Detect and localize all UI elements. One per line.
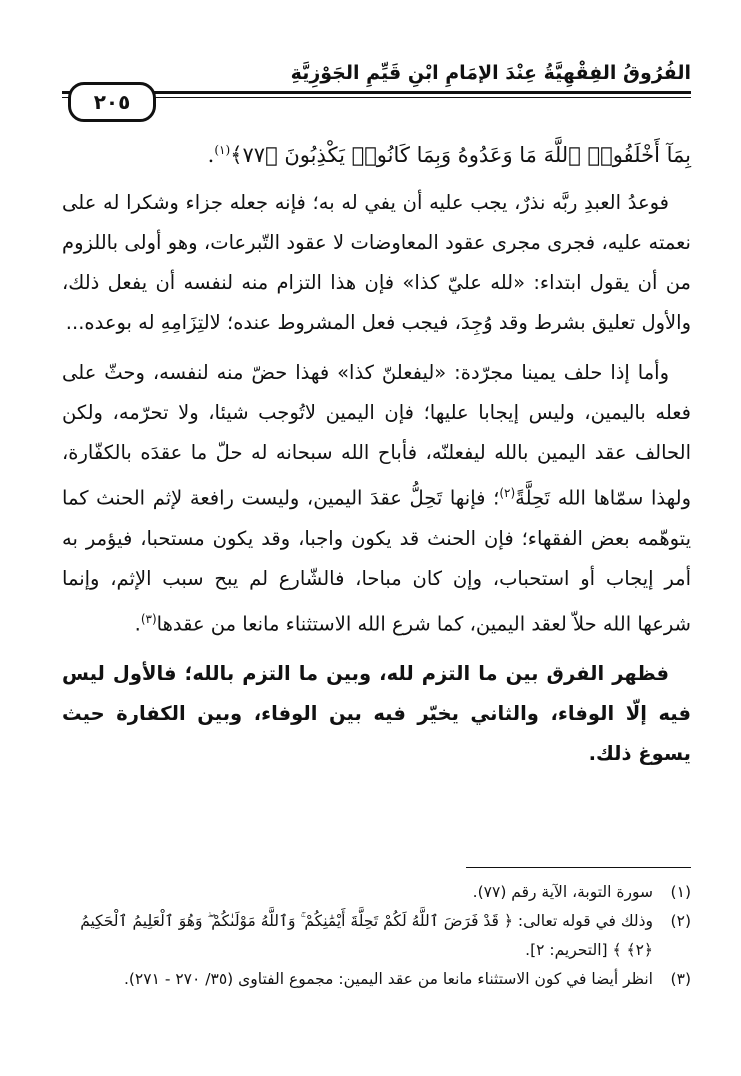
page-number: ٢٠٥ xyxy=(93,90,131,114)
running-title: الفُرُوقُ الفِقْهِيَّةُ عِنْدَ الإمَامِ ابْنِ قَيِّمِ الجَوْزِيَّةِ xyxy=(290,62,691,84)
paragraph-2-part-a: وأما إذا حلف يمينا مجرّدة: «ليفعلنّ كذا» فهذا حضّ منه لنفسه، وحثّ على فعله باليمين، وليس إيجابا عليها؛ فإن اليمين لاتُوجب شيئا، ولا تحرّمه، ولكن الحالف عقد اليمين بالله ليفعلنّه، فأباح الله سبحانه له حلّ ما عقدَه بالكفّارة، ولهذا سمّاها الله تَحِلَّةً xyxy=(62,361,691,510)
footnotes xyxy=(62,878,691,994)
footnote xyxy=(62,878,691,907)
footnote-number: (٢) xyxy=(670,912,691,930)
footnote-ref-1: (١) xyxy=(214,143,231,157)
main-text xyxy=(62,130,691,784)
header-rule-thick xyxy=(62,91,691,94)
page-number-badge xyxy=(68,82,156,122)
paragraph-1: فوعدُ العبدِ ربَّه نذرٌ، يجب عليه أن يفي له به؛ فإنه جعله جزاء وشكرا له على نعمته عليه، فجرى مجرى عقود المعاوضات لا عقود التّبرعات، وهو أولى باللزوم من أن يقول ابتداء: «لله عليّ كذا» فإن هذا التزام منه لنفسه أن يفعل ذلك، والأول تعليق بشرط وقد وُجِدَ، فيجب فعل المشروط عنده؛ لالتِزَامِهِ له بوعده... xyxy=(62,191,691,334)
footnote xyxy=(62,965,691,994)
page-header xyxy=(62,58,691,118)
paragraph-3: فظهر الفرق بين ما التزم لله، وبين ما التزم بالله؛ فالأول ليس فيه إلّا الوفاء، والثاني يخيّر فيه بين الوفاء، وبين الكفارة حيث يسوغ ذلك. xyxy=(62,662,691,765)
verse-text: بِمَآ أَخْلَفُوا۟ ٱللَّهَ مَا وَعَدُوهُ وَبِمَا كَانُوا۟ يَكْذِبُونَ ﴿٧٧﴾ xyxy=(230,143,691,167)
quran-verse: بِمَآ أَخْلَفُوا۟ ٱللَّهَ مَا وَعَدُوهُ وَبِمَا كَانُوا۟ يَكْذِبُونَ ﴿٧٧﴾$^{(١)}$. xyxy=(207,143,691,167)
footnote-ref-3: (٣) xyxy=(140,611,157,626)
footnote xyxy=(62,907,691,965)
footnote-number: (١) xyxy=(670,883,691,901)
paragraph-2 xyxy=(62,353,691,644)
footnote-ref-2: (٢) xyxy=(499,486,516,500)
footnote-text: وذلك في قوله تعالى: ﴿ قَدْ فَرَضَ ٱللَّهُ لَكُمْ تَحِلَّةَ أَيْمَٰنِكُمْ ۚ وَٱللَّهُ مَوْلَىٰكُمْ ۖ وَهُوَ ٱلْعَلِيمُ ٱلْحَكِيمُ ﴿٢﴾ ﴾ [التحريم: ٢]. xyxy=(80,912,653,959)
paragraph-2-end: . xyxy=(134,612,141,635)
footnote-text: سورة التوبة، الآية رقم (٧٧). xyxy=(472,883,653,901)
footnote-divider xyxy=(466,867,691,868)
header-rule-thin xyxy=(62,97,691,98)
paragraph-2-part-b: ؛ فإنها تَحِلُّ عقدَ اليمين، وليست رافعة لإثم الحنث كما يتوهّمه بعض الفقهاء؛ فإن الحنث قد يكون واجبا، وقد يكون مستحبا، فيؤمر به أمر إيجاب أو استحباب، وإن كان مباحا، فالشّارع لم يبح سبب الإثم، وإنما شرعها الله حلاّ لعقد اليمين، كما شرع الله الاستثناء مانعا من عقدها xyxy=(62,486,691,635)
footnote-text: انظر أيضا في كون الاستثناء مانعا من عقد اليمين: مجموع الفتاوى (٣٥/ ٢٧٠ - ٢٧١). xyxy=(123,970,653,988)
footnote-number: (٣) xyxy=(670,970,691,988)
